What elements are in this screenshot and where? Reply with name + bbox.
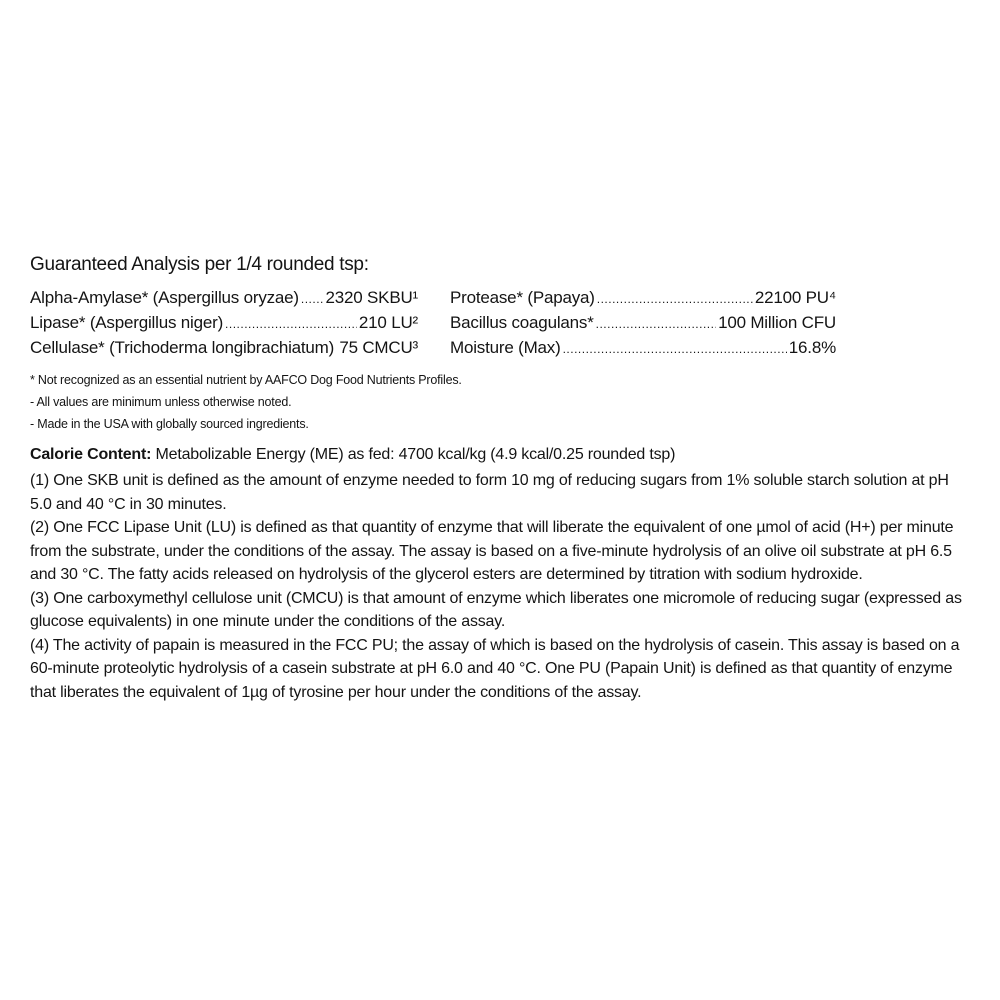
analysis-name: Moisture (Max) [450,338,561,357]
footnote-aafco: * Not recognized as an essential nutrient by AAFCO Dog Food Nutrients Profiles. [30,373,462,387]
analysis-value: 100 Million CFU [718,313,836,332]
analysis-column-right [450,286,836,361]
analysis-name: Bacillus coagulans* [450,313,594,332]
analysis-row [30,336,418,361]
footnote-minimum-values: - All values are minimum unless otherwise noted. [30,395,292,409]
analysis-value: 16.8% [788,338,836,357]
analysis-column-left [30,286,418,361]
definition-pu: (4) The activity of papain is measured in the FCC PU; the assay of which is based on the hydrolysis of casein. This assay is based on a 60-minute proteolytic hydrolysis of a casein substrate at pH 6.0 and 40 °C. One PU (Papain Unit) is defined as that quantity of enzyme that liberates the equivalent of 1µg of tyrosine per hour under the conditions of the assay. [30,636,960,701]
analysis-value: 210 LU² [358,313,418,332]
analysis-row [450,311,836,336]
footnotes [30,369,970,435]
leader-dots [597,286,753,311]
calorie-text: Metabolizable Energy (ME) as fed: 4700 kcal/kg (4.9 kcal/0.25 rounded tsp) [151,446,676,463]
guaranteed-analysis-title: Guaranteed Analysis per 1/4 rounded tsp: [30,254,369,275]
analysis-name: Alpha-Amylase* (Aspergillus oryzae) [30,288,299,307]
leader-dots [225,311,357,336]
analysis-row [30,286,418,311]
leader-dots [563,336,787,361]
analysis-name: Lipase* (Aspergillus niger) [30,313,224,332]
definition-lu: (2) One FCC Lipase Unit (LU) is defined as that quantity of enzyme that will liberate the equivalent of one µmol of acid (H+) per minute from the substrate, under the conditions of the assay. The assay is based on a five-minute hydrolysis of an olive oil substrate at pH 6.5 and 30 °C. The fatty acids released on hydrolysis of the glycerol esters are determined by titration with sodium hydroxide. [30,519,954,583]
analysis-row [450,286,836,311]
analysis-row [450,336,836,361]
unit-definitions [30,469,970,704]
calorie-content [30,443,970,467]
leader-dots [336,336,337,361]
definition-cmcu: (3) One carboxymethyl cellulose unit (CMCU) is that amount of enzyme which liberates one micromole of reducing sugar (expressed as glucose equivalents) in one minute under the conditions of the assay. [30,589,962,630]
product-label [30,254,970,704]
analysis-row [30,311,418,336]
analysis-value: 75 CMCU³ [339,338,418,357]
footnote-origin: - Made in the USA with globally sourced ingredients. [30,417,309,431]
analysis-name: Protease* (Papaya) [450,288,595,307]
analysis-value: 2320 SKBU¹ [325,288,418,307]
definition-skbu: (1) One SKB unit is defined as the amount of enzyme needed to form 10 mg of reducing sugars from 1% soluble starch solution at pH 5.0 and 40 °C in 30 minutes. [30,472,949,513]
calorie-label: Calorie Content: [30,446,152,463]
leader-dots [596,311,716,336]
leader-dots [301,286,324,311]
analysis-name: Cellulase* (Trichoderma longibrachiatum) [30,338,335,357]
analysis-value: 22100 PU⁴ [754,288,836,307]
guaranteed-analysis-table [30,286,970,361]
